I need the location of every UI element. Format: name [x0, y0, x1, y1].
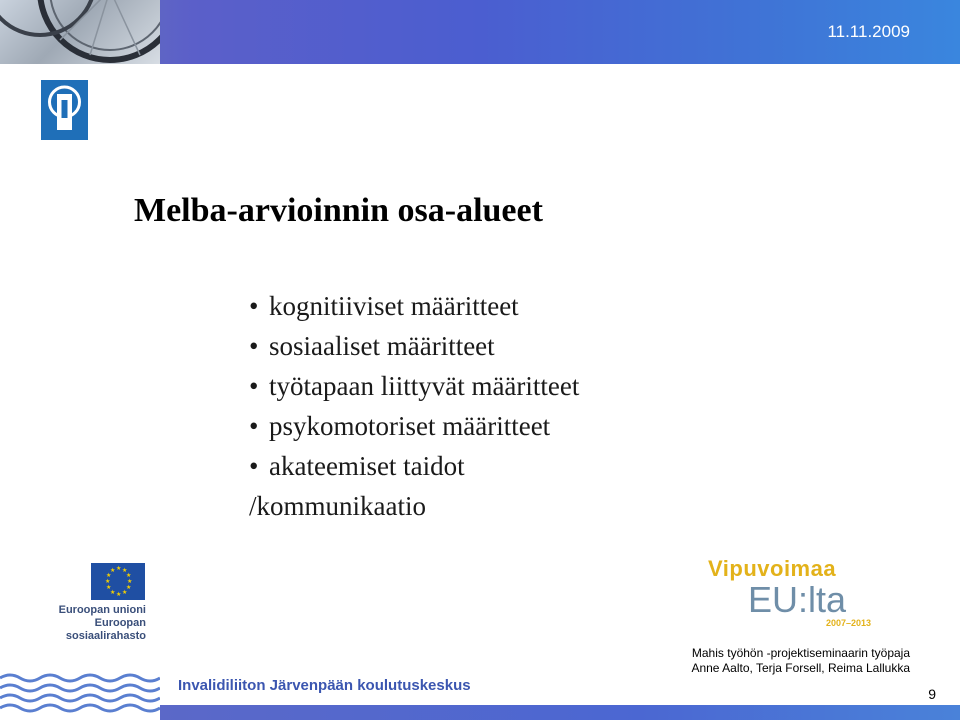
- bullet-text: kognitiiviset määritteet: [269, 291, 519, 321]
- bullet-continuation: /kommunikaatio: [249, 491, 426, 521]
- eu-logo-line2: Euroopan sosiaalirahasto: [65, 617, 146, 642]
- svg-text:★: ★: [126, 572, 132, 579]
- slide-title: Melba-arvioinnin osa-alueet: [134, 192, 543, 229]
- svg-text:★: ★: [110, 589, 116, 596]
- svg-text:★: ★: [106, 584, 112, 591]
- bottom-bar: [160, 705, 960, 720]
- bullet-dot-icon: •: [249, 291, 259, 321]
- eu-logo-line1: Euroopan unioni: [58, 604, 146, 616]
- bullet-item: [249, 446, 579, 486]
- bullet-dot-icon: •: [249, 451, 259, 481]
- svg-text:★: ★: [105, 578, 111, 585]
- footer-note: [691, 646, 910, 676]
- bullet-item: [249, 406, 579, 446]
- svg-text:★: ★: [116, 591, 122, 598]
- bullet-dot-icon: •: [249, 331, 259, 361]
- bullet-item: [249, 326, 579, 366]
- vipuvoimaa-logo-line1: Vipuvoimaa: [708, 556, 837, 581]
- footer-event: Mahis työhön -projektiseminaarin työpaja: [691, 646, 910, 660]
- eu-flag-icon: [91, 563, 145, 600]
- svg-text:★: ★: [127, 578, 133, 585]
- bullet-list: [249, 286, 579, 526]
- svg-text:★: ★: [110, 567, 116, 574]
- top-banner: [0, 0, 960, 64]
- slide-date: 11.11.2009: [827, 22, 910, 41]
- vipuvoimaa-logo-line2: EU:lta: [748, 579, 847, 620]
- eu-logo-text: [24, 604, 146, 643]
- svg-text:★: ★: [122, 589, 128, 596]
- vipuvoimaa-logo: [708, 556, 888, 636]
- bullet-dot-icon: •: [249, 371, 259, 401]
- bullet-text: psykomotoriset määritteet: [269, 411, 551, 441]
- bullet-item: [249, 286, 579, 326]
- bullet-text: akateemiset taidot: [269, 451, 465, 481]
- bullet-text: työtapaan liittyvät määritteet: [269, 371, 580, 401]
- invalidiliitto-logo: [41, 80, 88, 140]
- organization-name: Invalidiliiton Järvenpään koulutuskeskus: [178, 677, 471, 694]
- svg-text:★: ★: [126, 584, 132, 591]
- wheelchair-wheel-image: [0, 0, 160, 64]
- svg-text:★: ★: [106, 572, 112, 579]
- vipuvoimaa-logo-years: 2007–2013: [826, 618, 872, 628]
- banner-photo: [0, 0, 160, 64]
- svg-text:★: ★: [116, 565, 122, 572]
- bullet-text: sosiaaliset määritteet: [269, 331, 495, 361]
- page-number: 9: [928, 686, 936, 702]
- bullet-item: [249, 366, 579, 406]
- wave-decoration-icon: [0, 670, 160, 720]
- bullet-dot-icon: •: [249, 411, 259, 441]
- footer-authors: Anne Aalto, Terja Forsell, Reima Lallukka: [691, 661, 910, 675]
- svg-text:★: ★: [122, 567, 128, 574]
